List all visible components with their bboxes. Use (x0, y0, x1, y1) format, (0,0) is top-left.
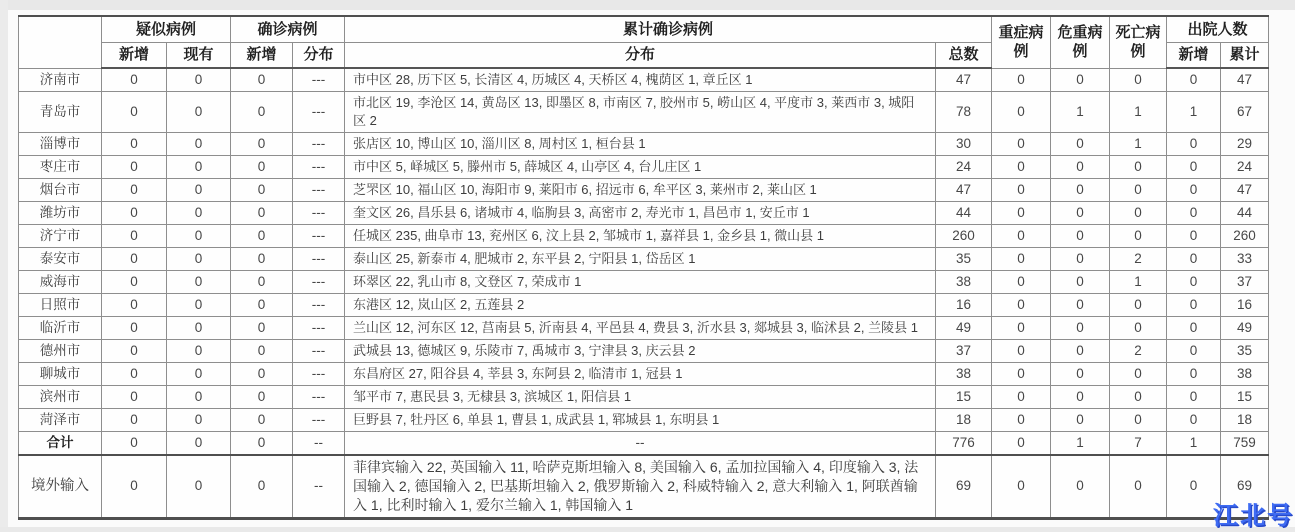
cell-death-cases: 0 (1110, 317, 1167, 340)
cell-confirmed-distribution: --- (293, 68, 345, 92)
cell-discharged-cumulative: 29 (1221, 133, 1269, 156)
cell-discharged-new: 0 (1167, 294, 1221, 317)
page-edge-top (0, 0, 1295, 10)
cell-suspected-existing: 0 (167, 133, 231, 156)
header-confirmed-new: 新增 (231, 42, 293, 68)
cell-severe-cases: 0 (992, 68, 1051, 92)
cell-severe-cases: 0 (992, 271, 1051, 294)
cell-suspected-existing: 0 (167, 294, 231, 317)
header-discharged: 出院人数 (1167, 16, 1269, 42)
cell-discharged-cumulative: 35 (1221, 340, 1269, 363)
cell-death-cases: 1 (1110, 133, 1167, 156)
cell-cumulative-total: 15 (936, 386, 992, 409)
cell-discharged-cumulative: 69 (1221, 455, 1269, 519)
table-row (19, 271, 1269, 294)
watermark-text: 江北号 (1212, 502, 1294, 530)
cell-discharged-cumulative: 44 (1221, 202, 1269, 225)
cell-discharged-new: 0 (1167, 248, 1221, 271)
cell-suspected-existing: 0 (167, 363, 231, 386)
cell-cumulative-distribution: 张店区 10, 博山区 10, 淄川区 8, 周村区 1, 桓台县 1 (345, 133, 936, 156)
cell-cumulative-distribution: 奎文区 26, 昌乐县 6, 诸城市 4, 临朐县 3, 高密市 2, 寿光市 1, 昌邑市 1, 安丘市 1 (345, 202, 936, 225)
cell-confirmed-distribution: --- (293, 386, 345, 409)
cell-city: 临沂市 (19, 317, 102, 340)
cell-severe-cases: 0 (992, 92, 1051, 133)
cell-cumulative-total: 38 (936, 271, 992, 294)
cell-confirmed-new: 0 (231, 248, 293, 271)
header-group-row (19, 16, 1269, 42)
cell-confirmed-distribution: --- (293, 92, 345, 133)
cell-confirmed-new: 0 (231, 179, 293, 202)
table-row (19, 317, 1269, 340)
cell-confirmed-new: 0 (231, 409, 293, 432)
cell-discharged-new: 0 (1167, 179, 1221, 202)
cell-suspected-existing: 0 (167, 409, 231, 432)
cell-death-cases: 0 (1110, 294, 1167, 317)
cell-severe-cases: 0 (992, 363, 1051, 386)
cell-confirmed-distribution: --- (293, 340, 345, 363)
table-row (19, 225, 1269, 248)
cell-confirmed-new: 0 (231, 432, 293, 455)
cell-suspected-existing: 0 (167, 156, 231, 179)
cell-death-cases: 0 (1110, 225, 1167, 248)
table-row (19, 179, 1269, 202)
cell-cumulative-total: 38 (936, 363, 992, 386)
cell-cumulative-total: 37 (936, 340, 992, 363)
cell-discharged-cumulative: 15 (1221, 386, 1269, 409)
cell-discharged-new: 0 (1167, 68, 1221, 92)
cell-confirmed-new: 0 (231, 133, 293, 156)
cell-confirmed-new: 0 (231, 271, 293, 294)
cell-confirmed-new: 0 (231, 225, 293, 248)
cell-confirmed-new: 0 (231, 455, 293, 519)
cell-confirmed-distribution: --- (293, 317, 345, 340)
cell-suspected-new: 0 (102, 202, 167, 225)
cell-discharged-cumulative: 47 (1221, 68, 1269, 92)
epidemic-report-table (18, 15, 1269, 520)
cell-suspected-existing: 0 (167, 248, 231, 271)
cell-discharged-new: 0 (1167, 271, 1221, 294)
cell-city: 济宁市 (19, 225, 102, 248)
cell-cumulative-total: 69 (936, 455, 992, 519)
header-cumulative-confirmed: 累计确诊病例 (345, 16, 992, 42)
header-discharged-new: 新增 (1167, 42, 1221, 68)
cell-death-cases: 0 (1110, 386, 1167, 409)
cell-cumulative-total: 776 (936, 432, 992, 455)
cell-discharged-new: 0 (1167, 363, 1221, 386)
cell-cumulative-total: 30 (936, 133, 992, 156)
cell-death-cases: 0 (1110, 179, 1167, 202)
cell-severe-cases: 0 (992, 294, 1051, 317)
cell-discharged-cumulative: 260 (1221, 225, 1269, 248)
cell-cumulative-distribution: -- (345, 432, 936, 455)
cell-suspected-existing: 0 (167, 340, 231, 363)
page-edge-left (0, 0, 8, 532)
header-suspected-existing: 现有 (167, 42, 231, 68)
cell-city: 潍坊市 (19, 202, 102, 225)
cell-city: 威海市 (19, 271, 102, 294)
cell-critical-cases: 0 (1051, 225, 1110, 248)
cell-confirmed-new: 0 (231, 156, 293, 179)
cell-severe-cases: 0 (992, 179, 1051, 202)
cell-discharged-new: 0 (1167, 156, 1221, 179)
header-death-cases: 死亡病例 (1110, 16, 1167, 68)
cell-critical-cases: 0 (1051, 363, 1110, 386)
cell-severe-cases: 0 (992, 317, 1051, 340)
cell-critical-cases: 0 (1051, 294, 1110, 317)
cell-critical-cases: 1 (1051, 92, 1110, 133)
cell-severe-cases: 0 (992, 455, 1051, 519)
cell-suspected-new: 0 (102, 156, 167, 179)
cell-discharged-new: 1 (1167, 92, 1221, 133)
cell-discharged-new: 0 (1167, 340, 1221, 363)
table-row (19, 92, 1269, 133)
cell-severe-cases: 0 (992, 432, 1051, 455)
cell-severe-cases: 0 (992, 409, 1051, 432)
cell-cumulative-distribution: 市中区 5, 峄城区 5, 滕州市 5, 薛城区 4, 山亭区 4, 台儿庄区 1 (345, 156, 936, 179)
cell-cumulative-distribution: 菲律宾输入 22, 英国输入 11, 哈萨克斯坦输入 8, 美国输入 6, 孟加拉国输入 4, 印度输入 3, 法国输入 2, 德国输入 2, 巴基斯坦输入 2, 俄罗斯输入 2, 科威特输入 2, 意大利输入 1, 阿联酋输入 1, 比利时输入 1, 爱尔兰输入 1, 韩国输入 1 (345, 455, 936, 519)
cell-confirmed-distribution: --- (293, 248, 345, 271)
cell-confirmed-distribution: --- (293, 179, 345, 202)
cell-suspected-existing: 0 (167, 386, 231, 409)
cell-cumulative-distribution: 东昌府区 27, 阳谷县 4, 莘县 3, 东阿县 2, 临清市 1, 冠县 1 (345, 363, 936, 386)
cell-cumulative-distribution: 东港区 12, 岚山区 2, 五莲县 2 (345, 294, 936, 317)
cell-discharged-cumulative: 49 (1221, 317, 1269, 340)
cell-confirmed-distribution: -- (293, 455, 345, 519)
cell-confirmed-distribution: --- (293, 409, 345, 432)
cell-city: 烟台市 (19, 179, 102, 202)
cell-confirmed-distribution: --- (293, 156, 345, 179)
cell-critical-cases: 0 (1051, 271, 1110, 294)
cell-confirmed-distribution: --- (293, 202, 345, 225)
table-row (19, 68, 1269, 92)
cell-death-cases: 0 (1110, 455, 1167, 519)
cell-cumulative-total: 49 (936, 317, 992, 340)
cell-critical-cases: 1 (1051, 432, 1110, 455)
cell-city: 青岛市 (19, 92, 102, 133)
cell-city: 济南市 (19, 68, 102, 92)
cell-city: 泰安市 (19, 248, 102, 271)
cell-city: 合计 (19, 432, 102, 455)
cell-suspected-existing: 0 (167, 455, 231, 519)
cell-city: 枣庄市 (19, 156, 102, 179)
cell-suspected-new: 0 (102, 317, 167, 340)
cell-severe-cases: 0 (992, 133, 1051, 156)
header-critical-cases: 危重病例 (1051, 16, 1110, 68)
cell-discharged-new: 0 (1167, 409, 1221, 432)
table-row (19, 386, 1269, 409)
cell-cumulative-distribution: 泰山区 25, 新泰市 4, 肥城市 2, 东平县 2, 宁阳县 1, 岱岳区 1 (345, 248, 936, 271)
cell-death-cases: 0 (1110, 68, 1167, 92)
cell-suspected-new: 0 (102, 92, 167, 133)
cell-suspected-new: 0 (102, 294, 167, 317)
cell-confirmed-new: 0 (231, 294, 293, 317)
cell-confirmed-new: 0 (231, 92, 293, 133)
header-cumulative-distribution: 分布 (345, 42, 936, 68)
cell-suspected-existing: 0 (167, 271, 231, 294)
cell-suspected-existing: 0 (167, 317, 231, 340)
cell-cumulative-total: 78 (936, 92, 992, 133)
cell-suspected-existing: 0 (167, 225, 231, 248)
cell-confirmed-distribution: --- (293, 225, 345, 248)
cell-city: 日照市 (19, 294, 102, 317)
cell-discharged-new: 0 (1167, 317, 1221, 340)
cell-critical-cases: 0 (1051, 156, 1110, 179)
header-city (19, 16, 102, 68)
cell-cumulative-total: 35 (936, 248, 992, 271)
header-severe-cases: 重症病例 (992, 16, 1051, 68)
cell-discharged-cumulative: 38 (1221, 363, 1269, 386)
cell-suspected-existing: 0 (167, 432, 231, 455)
cell-death-cases: 1 (1110, 271, 1167, 294)
cell-cumulative-total: 260 (936, 225, 992, 248)
cell-severe-cases: 0 (992, 156, 1051, 179)
cell-suspected-new: 0 (102, 340, 167, 363)
cell-city: 德州市 (19, 340, 102, 363)
cell-critical-cases: 0 (1051, 202, 1110, 225)
cell-confirmed-new: 0 (231, 202, 293, 225)
table-row (19, 363, 1269, 386)
cell-suspected-existing: 0 (167, 179, 231, 202)
table-row (19, 294, 1269, 317)
cell-death-cases: 0 (1110, 409, 1167, 432)
cell-cumulative-distribution: 任城区 235, 曲阜市 13, 兖州区 6, 汶上县 2, 邹城市 1, 嘉祥县 1, 金乡县 1, 微山县 1 (345, 225, 936, 248)
cell-confirmed-distribution: --- (293, 133, 345, 156)
page-edge-bottom (0, 527, 1295, 532)
cell-suspected-new: 0 (102, 179, 167, 202)
cell-discharged-new: 0 (1167, 386, 1221, 409)
cell-suspected-new: 0 (102, 409, 167, 432)
cell-discharged-new: 0 (1167, 202, 1221, 225)
cell-critical-cases: 0 (1051, 386, 1110, 409)
cell-critical-cases: 0 (1051, 409, 1110, 432)
cell-severe-cases: 0 (992, 248, 1051, 271)
cell-discharged-cumulative: 33 (1221, 248, 1269, 271)
cell-cumulative-distribution: 巨野县 7, 牡丹区 6, 单县 1, 曹县 1, 成武县 1, 郓城县 1, 东明县 1 (345, 409, 936, 432)
cell-death-cases: 1 (1110, 92, 1167, 133)
cell-discharged-new: 0 (1167, 455, 1221, 519)
cell-discharged-new: 0 (1167, 133, 1221, 156)
header-cumulative-total: 总数 (936, 42, 992, 68)
cell-severe-cases: 0 (992, 340, 1051, 363)
cell-cumulative-total: 18 (936, 409, 992, 432)
cell-critical-cases: 0 (1051, 455, 1110, 519)
header-confirmed-cases: 确诊病例 (231, 16, 345, 42)
cell-discharged-cumulative: 37 (1221, 271, 1269, 294)
cell-suspected-new: 0 (102, 133, 167, 156)
cell-discharged-cumulative: 16 (1221, 294, 1269, 317)
cell-suspected-new: 0 (102, 363, 167, 386)
cell-suspected-existing: 0 (167, 68, 231, 92)
cell-confirmed-new: 0 (231, 386, 293, 409)
cell-cumulative-total: 16 (936, 294, 992, 317)
table-row (19, 409, 1269, 432)
table-row (19, 432, 1269, 455)
header-suspected-new: 新增 (102, 42, 167, 68)
header-discharged-cumulative: 累计 (1221, 42, 1269, 68)
cell-cumulative-total: 44 (936, 202, 992, 225)
header-suspected-cases: 疑似病例 (102, 16, 231, 42)
cell-suspected-new: 0 (102, 432, 167, 455)
cell-cumulative-total: 47 (936, 68, 992, 92)
cell-death-cases: 0 (1110, 363, 1167, 386)
cell-city: 境外输入 (19, 455, 102, 519)
cell-confirmed-distribution: -- (293, 432, 345, 455)
cell-confirmed-distribution: --- (293, 363, 345, 386)
cell-critical-cases: 0 (1051, 340, 1110, 363)
table-row (19, 156, 1269, 179)
cell-cumulative-total: 47 (936, 179, 992, 202)
cell-critical-cases: 0 (1051, 317, 1110, 340)
cell-discharged-cumulative: 67 (1221, 92, 1269, 133)
cell-death-cases: 0 (1110, 156, 1167, 179)
cell-critical-cases: 0 (1051, 179, 1110, 202)
cell-suspected-existing: 0 (167, 202, 231, 225)
table-row (19, 340, 1269, 363)
cell-confirmed-new: 0 (231, 340, 293, 363)
cell-city: 菏泽市 (19, 409, 102, 432)
cell-discharged-cumulative: 47 (1221, 179, 1269, 202)
cell-discharged-cumulative: 18 (1221, 409, 1269, 432)
cell-city: 聊城市 (19, 363, 102, 386)
table-row (19, 248, 1269, 271)
cell-city: 淄博市 (19, 133, 102, 156)
cell-cumulative-distribution: 市北区 19, 李沧区 14, 黄岛区 13, 即墨区 8, 市南区 7, 胶州市 5, 崂山区 4, 平度市 3, 莱西市 3, 城阳区 2 (345, 92, 936, 133)
table-row (19, 133, 1269, 156)
cell-death-cases: 7 (1110, 432, 1167, 455)
cell-critical-cases: 0 (1051, 133, 1110, 156)
cell-confirmed-distribution: --- (293, 294, 345, 317)
cell-discharged-new: 0 (1167, 225, 1221, 248)
table-body (19, 68, 1269, 518)
cell-discharged-cumulative: 759 (1221, 432, 1269, 455)
cell-death-cases: 2 (1110, 340, 1167, 363)
cell-cumulative-distribution: 市中区 28, 历下区 5, 长清区 4, 历城区 4, 天桥区 4, 槐荫区 1, 章丘区 1 (345, 68, 936, 92)
cell-cumulative-distribution: 芝罘区 10, 福山区 10, 海阳市 9, 莱阳市 6, 招远市 6, 牟平区 3, 莱州市 2, 莱山区 1 (345, 179, 936, 202)
cell-city: 滨州市 (19, 386, 102, 409)
cell-death-cases: 2 (1110, 248, 1167, 271)
cell-severe-cases: 0 (992, 202, 1051, 225)
header-confirmed-distribution: 分布 (293, 42, 345, 68)
cell-confirmed-new: 0 (231, 317, 293, 340)
cell-confirmed-new: 0 (231, 363, 293, 386)
cell-cumulative-distribution: 邹平市 7, 惠民县 3, 无棣县 3, 滨城区 1, 阳信县 1 (345, 386, 936, 409)
cell-severe-cases: 0 (992, 386, 1051, 409)
cell-critical-cases: 0 (1051, 68, 1110, 92)
cell-suspected-new: 0 (102, 386, 167, 409)
cell-confirmed-distribution: --- (293, 271, 345, 294)
cell-critical-cases: 0 (1051, 248, 1110, 271)
table-header (19, 16, 1269, 68)
cell-severe-cases: 0 (992, 225, 1051, 248)
cell-cumulative-distribution: 环翠区 22, 乳山市 8, 文登区 7, 荣成市 1 (345, 271, 936, 294)
cell-cumulative-total: 24 (936, 156, 992, 179)
cell-suspected-existing: 0 (167, 92, 231, 133)
cell-death-cases: 0 (1110, 202, 1167, 225)
table-row (19, 455, 1269, 519)
cell-suspected-new: 0 (102, 248, 167, 271)
cell-discharged-new: 1 (1167, 432, 1221, 455)
cell-confirmed-new: 0 (231, 68, 293, 92)
cell-discharged-cumulative: 24 (1221, 156, 1269, 179)
cell-suspected-new: 0 (102, 225, 167, 248)
table-row (19, 202, 1269, 225)
cell-cumulative-distribution: 兰山区 12, 河东区 12, 莒南县 5, 沂南县 4, 平邑县 4, 费县 3, 沂水县 3, 郯城县 3, 临沭县 2, 兰陵县 1 (345, 317, 936, 340)
cell-suspected-new: 0 (102, 68, 167, 92)
cell-suspected-new: 0 (102, 455, 167, 519)
cell-suspected-new: 0 (102, 271, 167, 294)
cell-cumulative-distribution: 武城县 13, 德城区 9, 乐陵市 7, 禹城市 3, 宁津县 3, 庆云县 2 (345, 340, 936, 363)
